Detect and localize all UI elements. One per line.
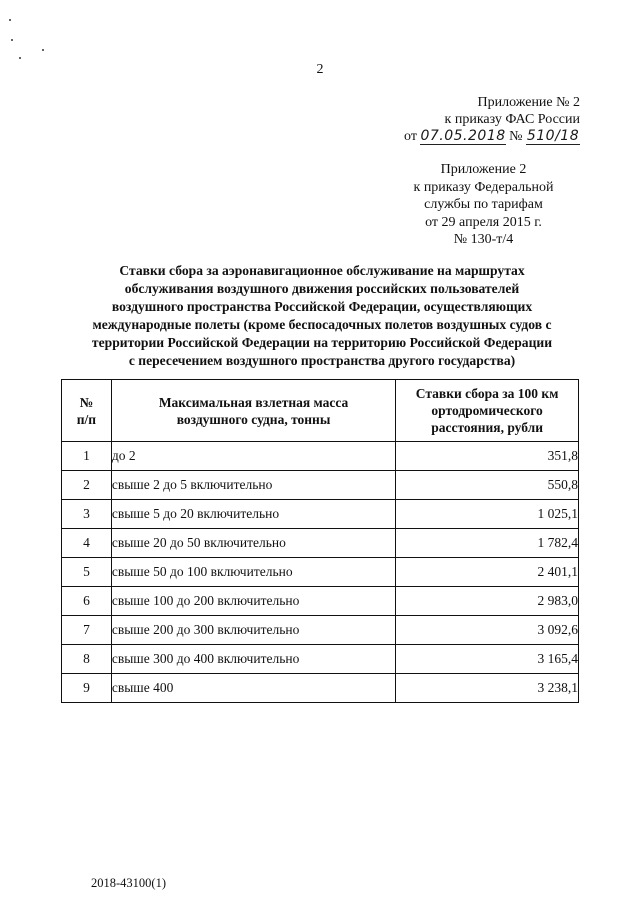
header-rate xyxy=(396,380,579,442)
row-number: 2 xyxy=(62,471,112,500)
row-rate: 351,8 xyxy=(396,442,579,471)
row-rate: 3 238,1 xyxy=(396,674,579,703)
scan-speck xyxy=(9,19,11,21)
row-rate: 1 782,4 xyxy=(396,529,579,558)
header-number-line: п/п xyxy=(76,411,97,427)
row-number: 9 xyxy=(62,674,112,703)
appendix-2-line: к приказу Федеральной xyxy=(413,179,554,195)
row-number: 7 xyxy=(62,616,112,645)
table-row xyxy=(62,558,579,587)
appendix-2-number: № 130-т/4 xyxy=(453,232,514,247)
title-line: территории Российской Федерации на территорию Российской Федерации xyxy=(91,335,553,350)
rates-table xyxy=(61,379,579,703)
row-rate: 1 025,1 xyxy=(396,500,579,529)
row-number: 1 xyxy=(62,442,112,471)
appendix-1-header xyxy=(380,94,580,145)
appendix-2-header xyxy=(396,161,571,249)
row-mass: до 2 xyxy=(111,442,395,471)
scan-speck xyxy=(11,39,13,41)
table-row xyxy=(62,529,579,558)
title-line: Ставки сбора за аэронавигационное обслуживание на маршрутах xyxy=(119,263,525,278)
handwritten-date: 07.05.2018 xyxy=(420,128,506,144)
header-rate-line: ортодромического xyxy=(431,403,543,418)
table-row xyxy=(62,616,579,645)
table-row xyxy=(62,471,579,500)
header-mass-line: воздушного судна, тонны xyxy=(176,411,331,427)
row-mass: свыше 50 до 100 включительно xyxy=(111,558,395,587)
table-row xyxy=(62,442,579,471)
row-mass: свыше 5 до 20 включительно xyxy=(111,500,395,529)
scan-speck xyxy=(42,49,44,51)
appendix-1-title: Приложение № 2 xyxy=(477,95,580,110)
appendix-1-reference: к приказу ФАС России xyxy=(444,112,580,127)
header-mass-line: Максимальная взлетная масса xyxy=(158,394,349,410)
title-line: воздушного пространства Российской Федерации, осуществляющих xyxy=(111,299,533,314)
row-number: 6 xyxy=(62,587,112,616)
appendix-2-line: службы по тарифам xyxy=(424,197,543,212)
appendix-2-date: от 29 апреля 2015 г. xyxy=(425,214,542,230)
header-rate-line: расстояния, рубли xyxy=(431,420,543,435)
row-number: 3 xyxy=(62,500,112,529)
handwritten-number: 510/18 xyxy=(526,128,580,144)
row-mass: свыше 300 до 400 включительно xyxy=(111,645,395,674)
appendix-2-title: Приложение 2 xyxy=(440,162,527,177)
scan-speck xyxy=(19,57,21,59)
table-row xyxy=(62,587,579,616)
title-line: международные полеты (кроме беспосадочных полетов воздушных судов с xyxy=(92,317,552,332)
table-row xyxy=(62,645,579,674)
row-mass: свыше 2 до 5 включительно xyxy=(111,471,395,500)
row-rate: 2 983,0 xyxy=(396,587,579,616)
row-mass: свыше 20 до 50 включительно xyxy=(111,529,395,558)
row-mass: свыше 400 xyxy=(111,674,395,703)
row-rate: 550,8 xyxy=(396,471,579,500)
header-number xyxy=(62,380,112,442)
header-number-line: № xyxy=(79,394,94,410)
row-rate: 2 401,1 xyxy=(396,558,579,587)
table-header-row xyxy=(62,380,579,442)
row-rate: 3 165,4 xyxy=(396,645,579,674)
appendix-1-date-line xyxy=(380,128,580,145)
title-line: обслуживания воздушного движения российских пользователей xyxy=(124,281,520,296)
row-mass: свыше 100 до 200 включительно xyxy=(111,587,395,616)
date-prefix: от xyxy=(404,129,417,144)
row-number: 5 xyxy=(62,558,112,587)
row-number: 4 xyxy=(62,529,112,558)
number-label: № xyxy=(509,129,523,144)
header-mass xyxy=(111,380,395,442)
row-mass: свыше 200 до 300 включительно xyxy=(111,616,395,645)
document-title xyxy=(80,262,564,370)
table-row xyxy=(62,500,579,529)
header-rate-line: Ставки сбора за 100 км xyxy=(415,386,559,401)
title-line: с пересечением воздушного пространства другого государства) xyxy=(128,353,516,368)
document-code: 2018-43100(1) xyxy=(91,876,166,890)
row-rate: 3 092,6 xyxy=(396,616,579,645)
table-row xyxy=(62,674,579,703)
page-number: 2 xyxy=(316,62,324,77)
row-number: 8 xyxy=(62,645,112,674)
